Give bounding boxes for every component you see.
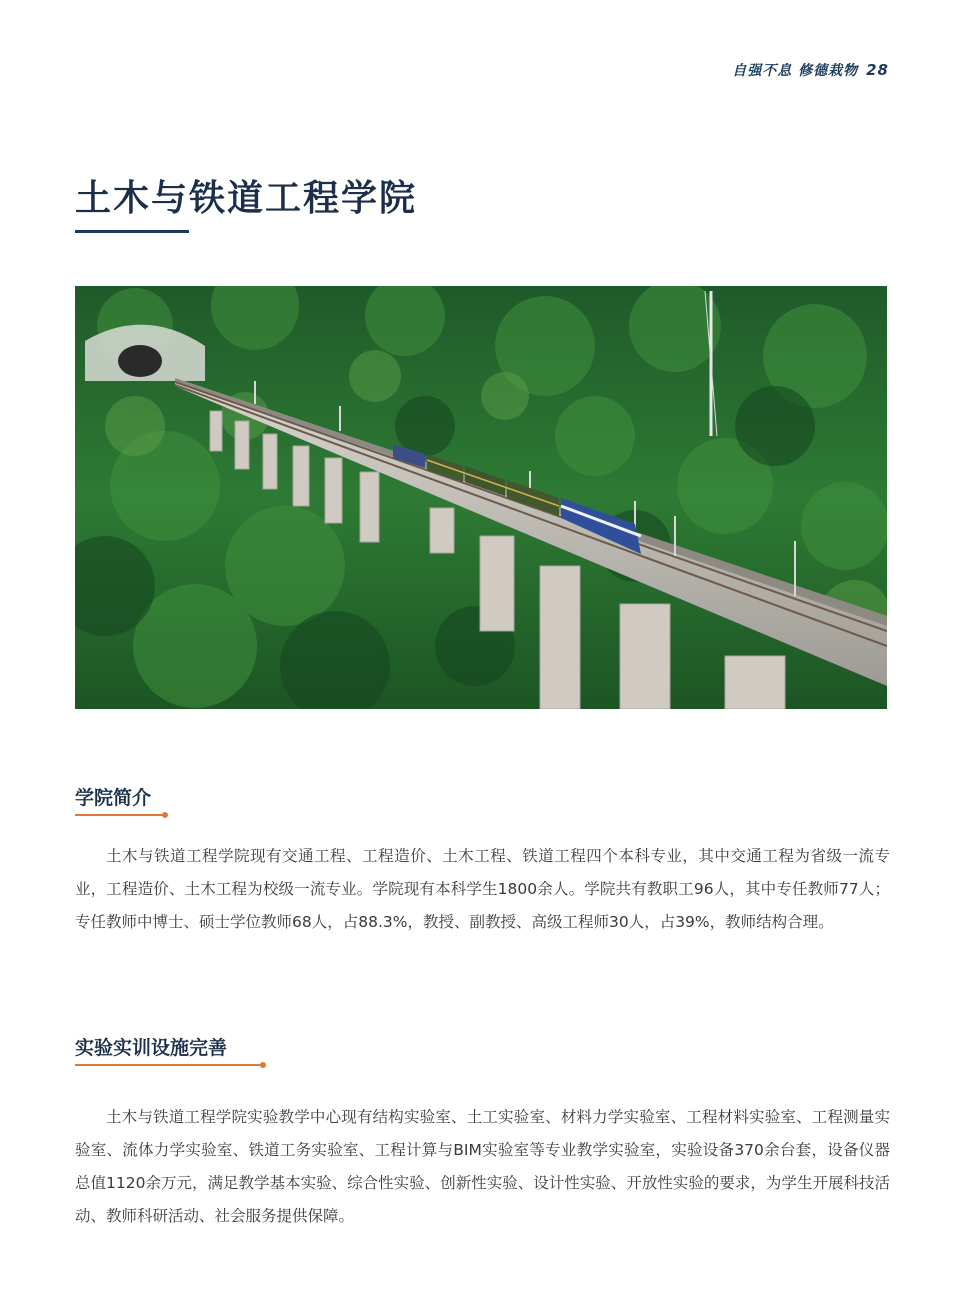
- section-rule-intro: [75, 814, 165, 816]
- motto-text: 自强不息 修德栽物: [732, 63, 859, 79]
- page-title: 土木与铁道工程学院: [75, 178, 418, 219]
- section-text-intro: 土木与铁道工程学院现有交通工程、工程造价、土木工程、铁道工程四个本科专业，其中交通工程为省级一流专业，工程造价、土木工程为校级一流专业。学院现有本科学生1800余人。学院共有教职工96人，其中专任教师77人；专任教师中博士、硕士学位教师68人，占88.3%，教授、副教授、高级工程师30人，占39%，教师结构合理。: [75, 847, 890, 931]
- section-heading-labs: 实验实训设施完善: [75, 1037, 228, 1059]
- page-number: 28: [866, 61, 889, 79]
- hero-photo-railway-viaduct: [75, 286, 887, 709]
- title-underline: [75, 230, 189, 233]
- section-heading-intro: 学院简介: [75, 787, 152, 809]
- header-motto: [732, 60, 889, 80]
- section-text-labs: 土木与铁道工程学院实验教学中心现有结构实验室、土工实验室、材料力学实验室、工程材料实验室、工程测量实验室、流体力学实验室、铁道工务实验室、工程计算与BIM实验室等专业教学实验室，实验设备370余台套，设备仪器总值1120余万元，满足教学基本实验、综合性实验、创新性实验、设计性实验、开放性实验的要求，为学生开展科技活动、教师科研活动、社会服务提供保障。: [75, 1108, 890, 1225]
- section-rule-labs: [75, 1064, 263, 1066]
